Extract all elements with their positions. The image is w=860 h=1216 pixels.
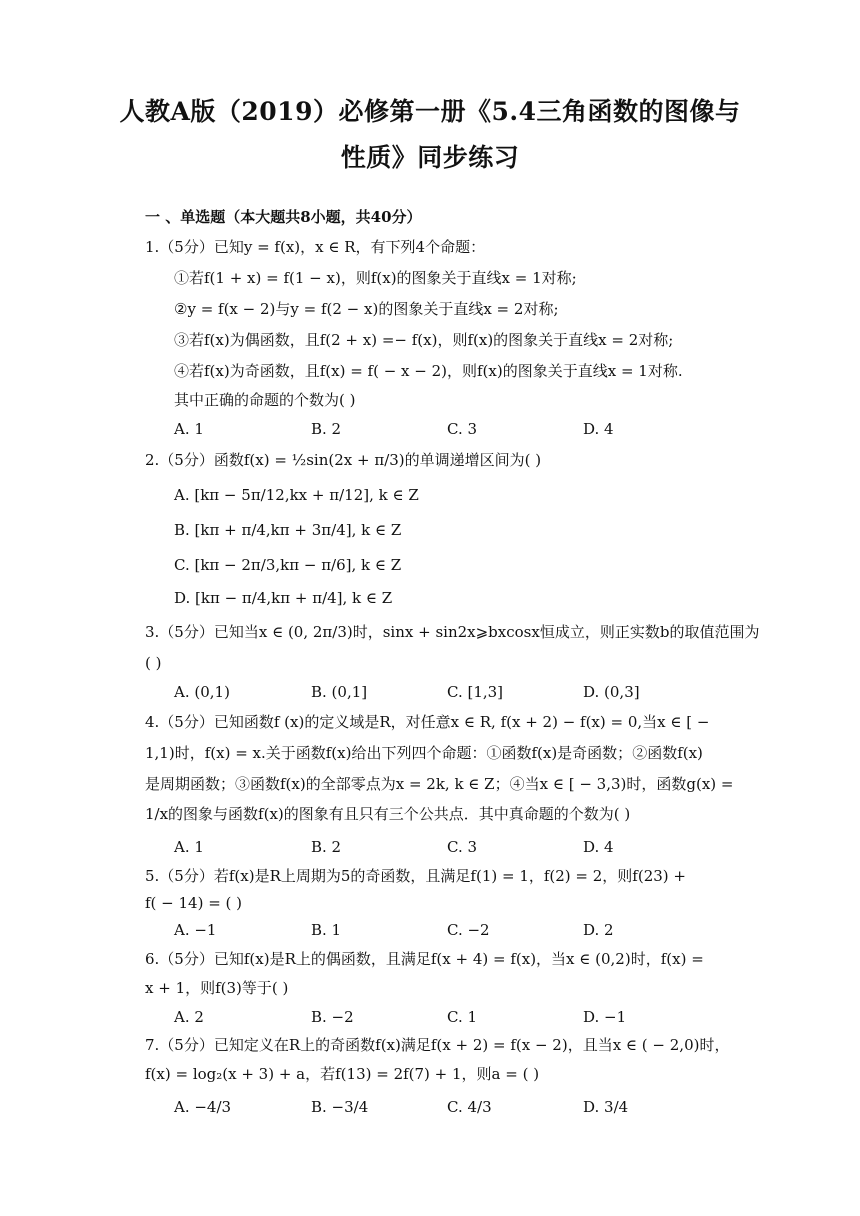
q2-option-c: C. [kπ − 2π/3,kπ − π/6], k ∈ Z <box>174 556 402 574</box>
q5-option-b: B. 1 <box>311 921 342 939</box>
doc-title-line2: 性质》同步练习 <box>340 143 520 172</box>
q4-option-d: D. 4 <box>583 838 614 856</box>
q1-ask: 其中正确的命题的个数为( ) <box>174 391 356 409</box>
q4-option-b: B. 2 <box>311 838 342 856</box>
q4-option-c: C. 3 <box>447 838 478 856</box>
q2-option-b: B. [kπ + π/4,kπ + 3π/4], k ∈ Z <box>174 521 402 539</box>
q4-line4: 1/x的图象与函数f(x)的图象有且只有三个公共点．其中真命题的个数为( ) <box>145 805 631 823</box>
q5-option-c: C. −2 <box>447 921 490 939</box>
q7-option-b: B. −3/4 <box>311 1098 369 1116</box>
q1-prop3: ③若f(x)为偶函数，且f(2 + x) =− f(x)，则f(x)的图象关于直线x = 2对称; <box>174 331 674 349</box>
q7-option-c: C. 4/3 <box>447 1098 492 1116</box>
q4-line3: 是周期函数；③函数f(x)的全部零点为x = 2k, k ∈ Z；④当x ∈ [ − 3,3)时，函数g(x) = <box>145 775 734 793</box>
q1-prop1: ①若f(1 + x) = f(1 − x)，则f(x)的图象关于直线x = 1对称; <box>174 269 577 287</box>
q5-line1: 5.（5分）若f(x)是R上周期为5的奇函数，且满足f(1) = 1，f(2) = 2，则f(23) + <box>145 867 686 885</box>
q4-option-a: A. 1 <box>174 838 204 856</box>
section-heading: 一 、单选题（本大题共8小题，共40分） <box>145 208 422 226</box>
q6-option-a: A. 2 <box>174 1008 204 1026</box>
doc-title-line1: 人教A版（2019）必修第一册《5.4三角函数的图像与 <box>119 97 741 126</box>
q5-option-a: A. −1 <box>174 921 217 939</box>
q3-option-b: B. (0,1] <box>311 683 368 701</box>
q2-stem: 2.（5分）函数f(x) = ½sin(2x + π/3)的单调递增区间为( ) <box>145 451 542 469</box>
q1-option-a: A. 1 <box>174 420 204 438</box>
q5-line2: f( − 14) = ( ) <box>145 894 243 912</box>
q5-option-d: D. 2 <box>583 921 614 939</box>
q7-line1: 7.（5分）已知定义在R上的奇函数f(x)满足f(x + 2) = f(x − 2)，且当x ∈ ( − 2,0)时， <box>145 1036 730 1054</box>
q2-option-a: A. [kπ − 5π/12,kx + π/12], k ∈ Z <box>174 486 419 504</box>
q3-option-a: A. (0,1) <box>174 683 230 701</box>
q6-line1: 6.（5分）已知f(x)是R上的偶函数，且满足f(x + 4) = f(x)，当x ∈ (0,2)时，f(x) = <box>145 950 704 968</box>
q1-prop4: ④若f(x)为奇函数，且f(x) = f( − x − 2)，则f(x)的图象关于直线x = 1对称. <box>174 362 683 380</box>
q1-option-b: B. 2 <box>311 420 342 438</box>
q4-line1: 4.（5分）已知函数f (x)的定义域是R，对任意x ∈ R, f(x + 2) − f(x) = 0,当x ∈ [ − <box>145 713 710 731</box>
q7-option-a: A. −4/3 <box>174 1098 232 1116</box>
q3-option-d: D. (0,3] <box>583 683 640 701</box>
q6-option-d: D. −1 <box>583 1008 627 1026</box>
q1-option-c: C. 3 <box>447 420 478 438</box>
q1-prop2: ②y = f(x − 2)与y = f(2 − x)的图象关于直线x = 2对称; <box>174 300 559 318</box>
q2-option-d: D. [kπ − π/4,kπ + π/4], k ∈ Z <box>174 589 393 607</box>
q1-option-d: D. 4 <box>583 420 614 438</box>
q6-option-c: C. 1 <box>447 1008 478 1026</box>
q7-option-d: D. 3/4 <box>583 1098 629 1116</box>
q3-option-c: C. [1,3] <box>447 683 504 701</box>
q3-ask: ( ) <box>145 654 162 672</box>
q4-line2: 1,1)时，f(x) = x.关于函数f(x)给出下列四个命题：①函数f(x)是奇函数；②函数f(x) <box>145 744 703 762</box>
q1-stem: 1.（5分）已知y = f(x)，x ∈ R，有下列4个命题： <box>145 238 486 256</box>
q3-stem: 3.（5分）已知当x ∈ (0, 2π/3)时，sinx + sin2x⩾bxcosx恒成立，则正实数b的取值范围为 <box>145 623 760 641</box>
q6-line2: x + 1，则f(3)等于( ) <box>145 979 289 997</box>
q7-line2: f(x) = log₂(x + 3) + a，若f(13) = 2f(7) + 1，则a = ( ) <box>145 1065 540 1083</box>
q6-option-b: B. −2 <box>311 1008 354 1026</box>
